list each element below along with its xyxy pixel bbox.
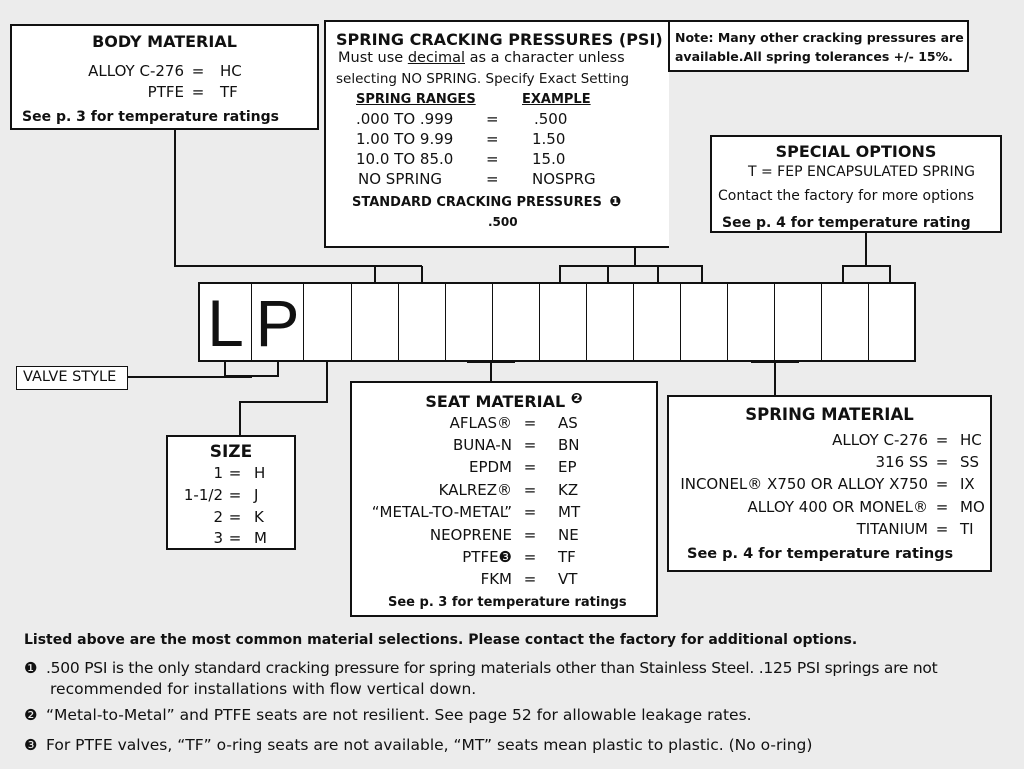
equals-sign: = — [191, 83, 205, 101]
size-code: J — [254, 486, 259, 504]
size-code: H — [254, 464, 266, 482]
special-options-line2: Contact the factory for more options — [718, 188, 975, 204]
special-options-note: See p. 4 for temperature rating — [722, 215, 971, 231]
spring-key: ALLOY 400 OR MONEL® — [747, 498, 928, 516]
range-example: NOSPRG — [532, 170, 596, 188]
range-example: .500 — [534, 110, 568, 128]
special-options-line1: T = FEP ENCAPSULATED SPRING — [748, 164, 975, 180]
spring-cracking-line2: selecting NO SPRING. Specify Exact Setting — [336, 71, 630, 87]
range-eq: = — [486, 150, 499, 168]
seat-material-label: SEAT MATERIAL — [425, 392, 566, 411]
size-box — [166, 435, 296, 550]
seat-material-title — [352, 391, 656, 411]
range-eq: = — [486, 130, 499, 148]
footnote-2-mark: ❷ — [570, 391, 583, 407]
part-cell — [304, 284, 352, 362]
part-cell — [775, 284, 822, 362]
part-cell — [352, 284, 399, 362]
spring-row — [669, 498, 989, 518]
valve-style-letter-l: L — [207, 286, 244, 360]
spring-material-box — [667, 395, 992, 572]
body-material-title: BODY MATERIAL — [92, 32, 237, 51]
standard-cracking-title — [352, 194, 621, 210]
size-key: 2 — [213, 508, 223, 526]
standard-cracking-label: STANDARD CRACKING PRESSURES — [352, 195, 602, 210]
decimal-word: decimal — [407, 50, 465, 66]
size-row — [168, 508, 294, 528]
equals-sign: = — [935, 520, 949, 538]
range-eq: = — [486, 110, 499, 128]
range-eq: = — [486, 170, 499, 188]
seat-code: AS — [558, 414, 578, 432]
seat-key: EPDM — [468, 458, 512, 476]
footnote-2-text: “Metal-to-Metal” and PTFE seats are not resilient. See page 52 for allowable leakage rates. — [46, 706, 752, 724]
size-title: SIZE — [209, 442, 253, 462]
spring-code: MO — [960, 498, 985, 516]
part-cell — [200, 284, 252, 362]
range-example: 15.0 — [532, 150, 566, 168]
equals-sign: = — [935, 475, 949, 493]
size-row — [168, 529, 294, 549]
spring-material-note: See p. 4 for temperature ratings — [687, 546, 954, 562]
size-key: 3 — [213, 529, 223, 547]
seat-key: AFLAS® — [449, 414, 512, 432]
equals-sign: = — [935, 453, 949, 471]
body-material-box — [10, 24, 319, 130]
part-cell — [587, 284, 634, 362]
tolerance-note-line2: available.All spring tolerances +/- 15%. — [675, 49, 953, 64]
part-number-strip — [198, 282, 916, 362]
equals-sign: = — [523, 548, 537, 566]
part-cell — [252, 284, 304, 362]
equals-sign: = — [523, 570, 537, 588]
seat-key: BUNA-N — [452, 436, 512, 454]
part-cell — [822, 284, 869, 362]
spring-row — [669, 453, 989, 473]
footnote-1-mark: ❶ — [609, 194, 622, 210]
equals-sign: = — [523, 436, 537, 454]
seat-material-note: See p. 3 for temperature ratings — [388, 595, 627, 610]
spring-cracking-line1 — [338, 50, 625, 66]
footnote-3-mark-footer: ❸ — [24, 736, 38, 754]
seat-key: “METAL-TO-METAL” — [371, 503, 512, 521]
part-cell — [493, 284, 540, 362]
seat-key: FKM — [480, 570, 512, 588]
part-cell — [399, 284, 446, 362]
range-row: .000 TO .999 — [356, 110, 454, 128]
equals-sign: = — [523, 503, 537, 521]
size-row — [168, 486, 294, 506]
spring-material-title: SPRING MATERIAL — [745, 405, 914, 424]
spring-row — [669, 475, 989, 495]
seat-code: NE — [558, 526, 579, 544]
size-code: K — [254, 508, 264, 526]
equals-sign: = — [228, 529, 242, 547]
footnote-1-line2: recommended for installations with flow vertical down. — [50, 680, 477, 698]
spring-code: SS — [960, 453, 980, 471]
equals-sign: = — [228, 486, 242, 504]
range-row: NO SPRING — [358, 170, 443, 188]
seat-row — [352, 548, 652, 568]
range-row: 1.00 TO 9.99 — [356, 130, 454, 148]
seat-key: NEOPRENE — [429, 526, 512, 544]
equals-sign: = — [523, 481, 537, 499]
seat-row — [352, 436, 652, 456]
footnote-2-mark-footer: ❷ — [24, 706, 38, 724]
line1-post: as a character unless — [465, 50, 625, 66]
size-row — [168, 464, 294, 484]
body-material-key: ALLOY C-276 — [88, 62, 184, 80]
seat-row — [352, 414, 652, 434]
body-material-row — [12, 62, 312, 82]
size-key: 1-1/2 — [183, 486, 223, 504]
equals-sign: = — [523, 414, 537, 432]
equals-sign: = — [523, 458, 537, 476]
seat-row — [352, 526, 652, 546]
seat-code: VT — [558, 570, 578, 588]
footnote-1-mark-footer: ❶ — [24, 659, 38, 677]
equals-sign: = — [935, 498, 949, 516]
seat-key: KALREZ® — [438, 481, 512, 499]
special-options-box — [710, 135, 1002, 233]
equals-sign: = — [228, 508, 242, 526]
spring-code: IX — [960, 475, 975, 493]
body-material-key: PTFE — [147, 83, 184, 101]
seat-code: KZ — [558, 481, 579, 499]
spring-row — [669, 520, 989, 540]
body-material-row — [12, 83, 312, 103]
seat-code: BN — [558, 436, 580, 454]
seat-code: MT — [558, 503, 581, 521]
part-cell — [869, 284, 914, 362]
spring-key: ALLOY C-276 — [832, 431, 928, 449]
tolerance-note-box — [668, 20, 969, 72]
valve-style-letter-p: P — [255, 286, 300, 360]
spring-code: HC — [960, 431, 982, 449]
seat-row — [352, 458, 652, 478]
part-cell — [446, 284, 493, 362]
example-header: EXAMPLE — [522, 92, 591, 107]
equals-sign: = — [191, 62, 205, 80]
body-material-code: HC — [220, 62, 242, 80]
size-code: M — [254, 529, 267, 547]
size-key: 1 — [213, 464, 223, 482]
body-material-note: See p. 3 for temperature ratings — [22, 109, 280, 125]
seat-code: TF — [558, 548, 576, 566]
standard-cracking-value: .500 — [488, 215, 518, 229]
spring-code: TI — [960, 520, 974, 538]
equals-sign: = — [935, 431, 949, 449]
range-row: 10.0 TO 85.0 — [356, 150, 454, 168]
footnote-1-line1: .500 PSI is the only standard cracking pressure for spring materials other than Stainless Steel. .125 PSI springs are not — [46, 659, 938, 677]
seat-key: PTFE❸ — [462, 548, 512, 566]
valve-style-label: VALVE STYLE — [23, 369, 117, 385]
valve-style-box — [16, 366, 128, 390]
spring-ranges-header: SPRING RANGES — [356, 92, 476, 107]
seat-row — [352, 570, 652, 590]
range-example: 1.50 — [532, 130, 566, 148]
footnote-3-text: For PTFE valves, “TF” o-ring seats are not available, “MT” seats mean plastic to plastic. (No o-ring) — [46, 736, 813, 754]
body-material-code: TF — [220, 83, 238, 101]
spring-key: 316 SS — [875, 453, 928, 471]
spring-key: TITANIUM — [856, 520, 928, 538]
seat-code: EP — [558, 458, 577, 476]
seat-row — [352, 481, 652, 501]
tolerance-note-line1: Note: Many other cracking pressures are — [675, 30, 964, 45]
footer-heading: Listed above are the most common material selections. Please contact the factory for additional options. — [24, 632, 858, 648]
line1-pre: Must use — [338, 50, 408, 66]
part-cell — [728, 284, 775, 362]
spring-cracking-title: SPRING CRACKING PRESSURES (PSI) — [336, 30, 663, 49]
equals-sign: = — [228, 464, 242, 482]
special-options-title: SPECIAL OPTIONS — [775, 142, 937, 161]
spring-row — [669, 431, 989, 451]
part-cell — [681, 284, 728, 362]
seat-row — [352, 503, 652, 523]
part-cell — [540, 284, 587, 362]
spring-key: INCONEL® X750 OR ALLOY X750 — [680, 475, 928, 493]
seat-material-box — [350, 381, 658, 617]
part-cell — [634, 284, 681, 362]
equals-sign: = — [523, 526, 537, 544]
